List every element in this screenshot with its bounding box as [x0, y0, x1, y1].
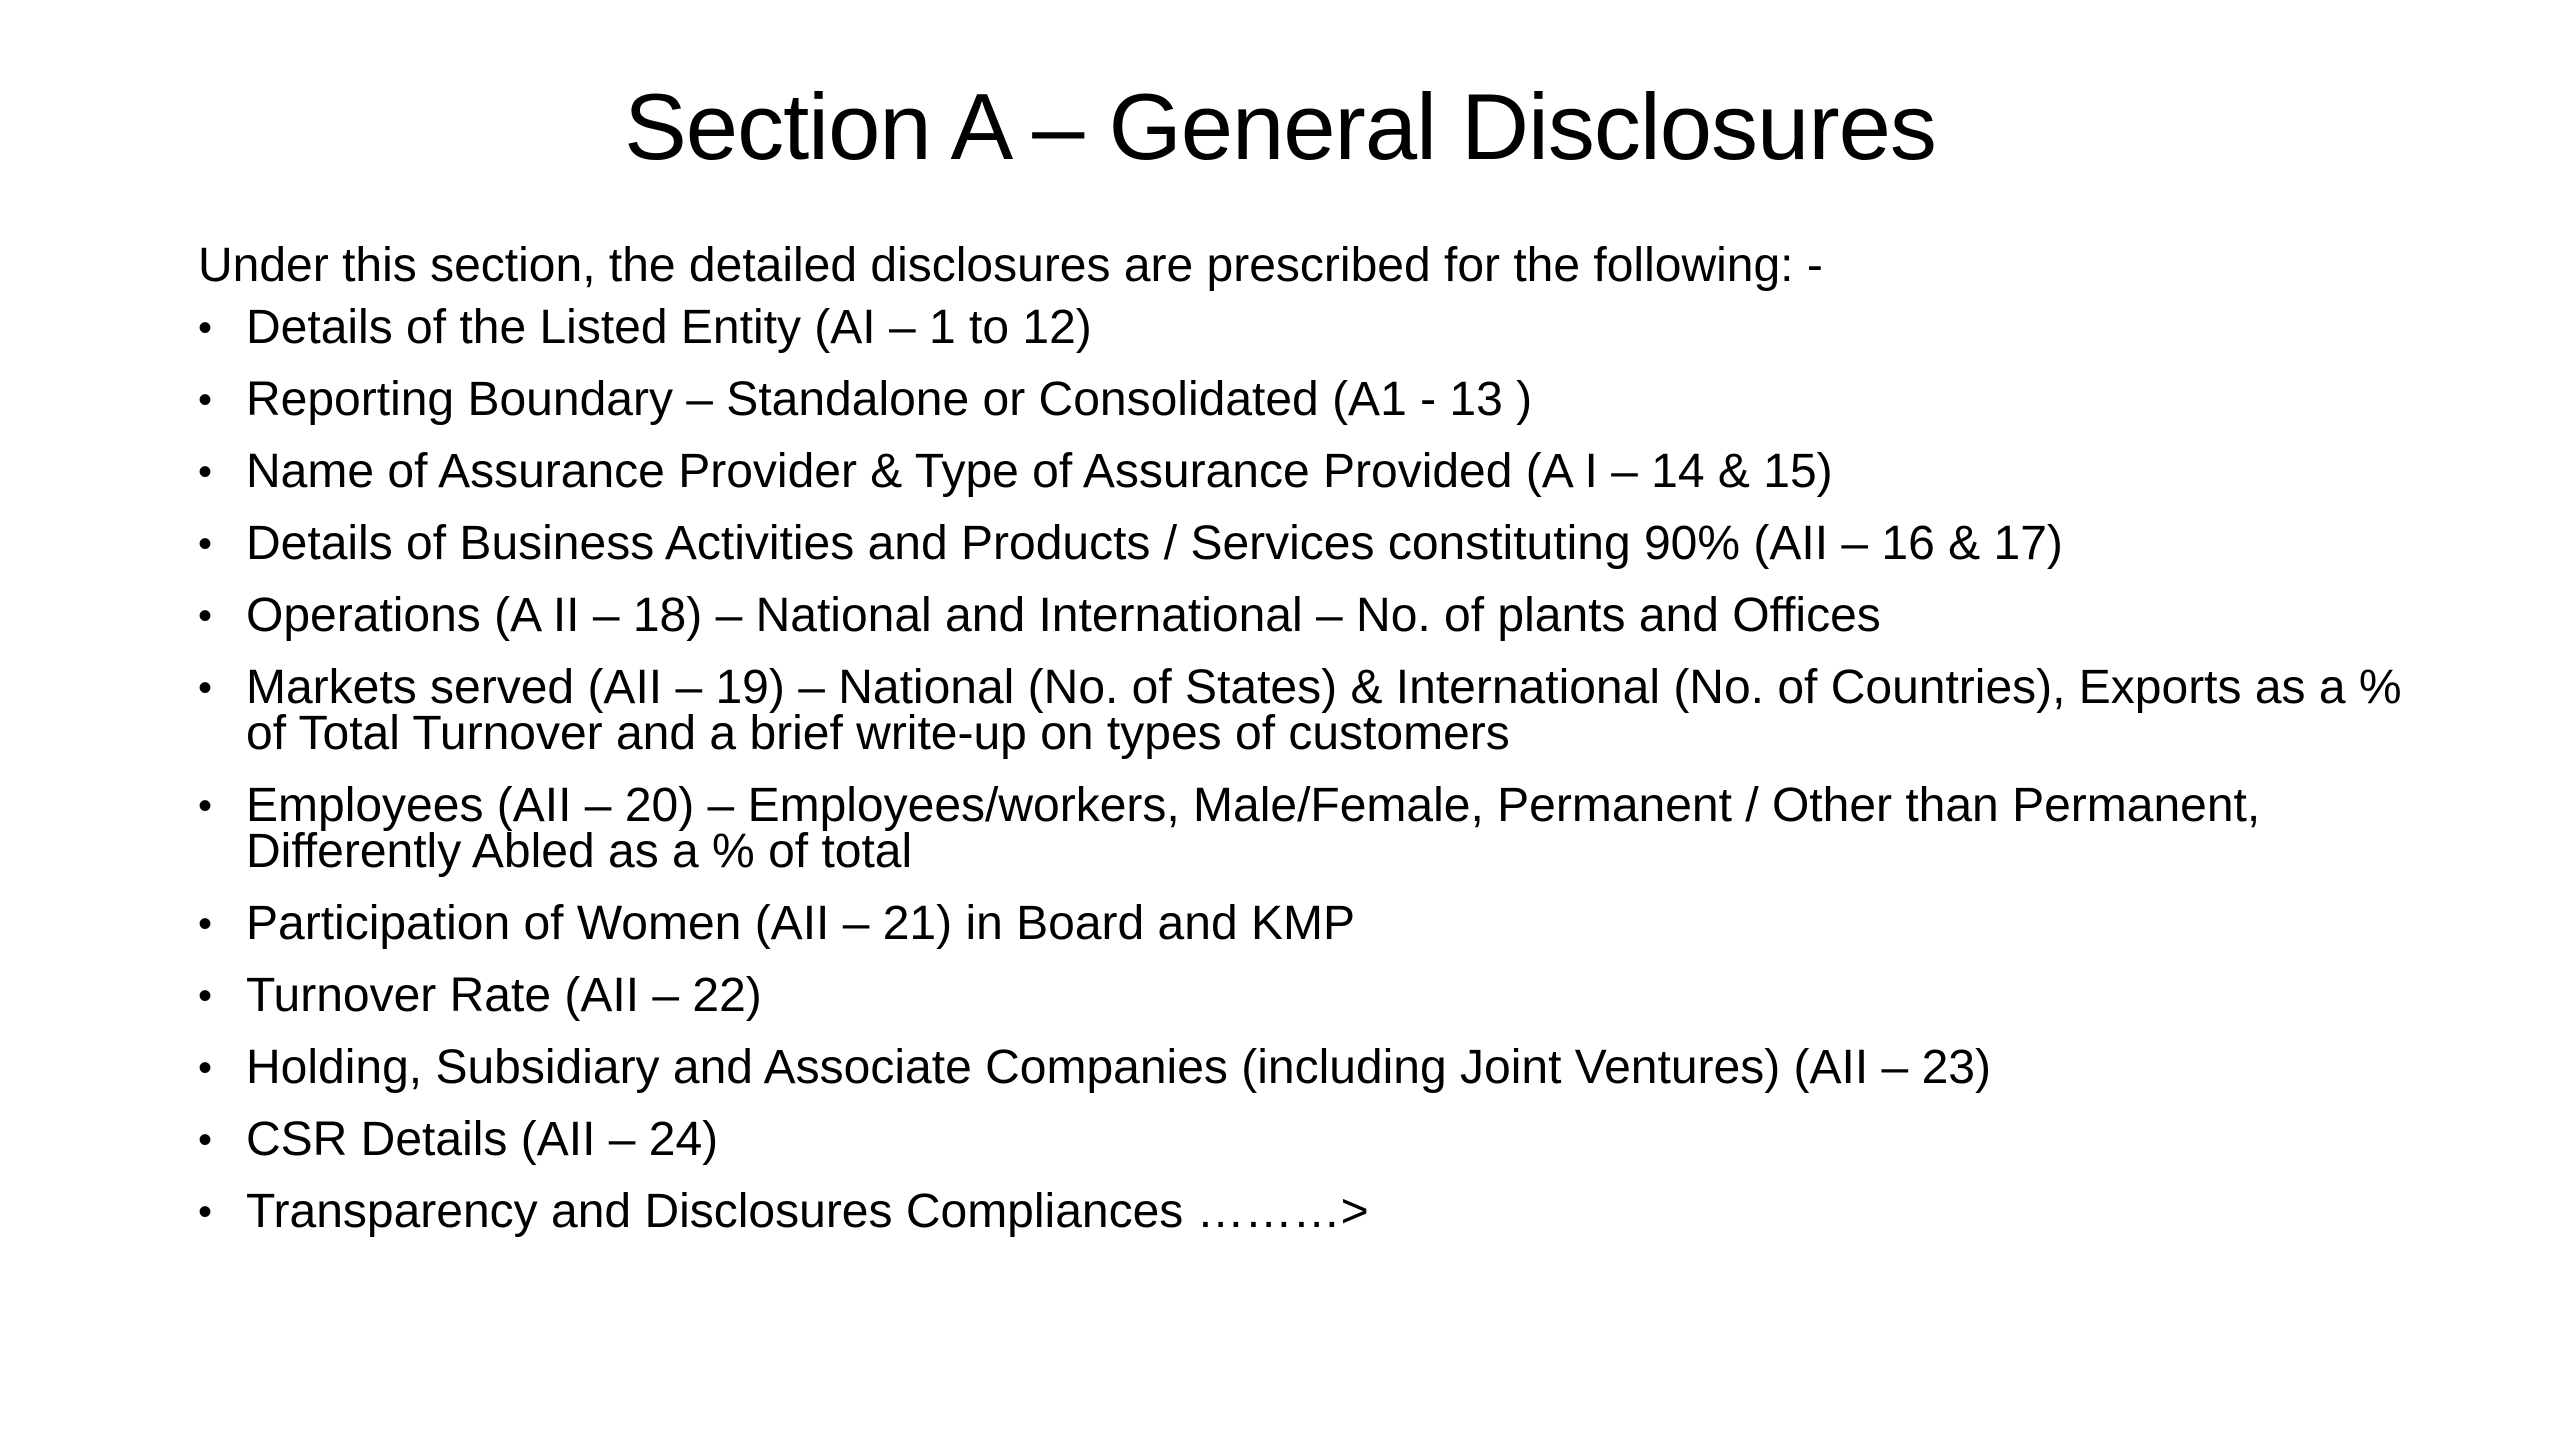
bullet-icon: •	[198, 450, 213, 494]
intro-text: Under this section, the detailed disclosures are prescribed for the following: -	[198, 239, 1823, 292]
bullet-icon: •	[198, 522, 213, 566]
bullet-text: Name of Assurance Provider & Type of Assurance Provided (A I – 14 & 15)	[246, 445, 1833, 498]
bullet-icon: •	[198, 1118, 213, 1162]
bullet-item	[198, 589, 2438, 642]
bullet-icon: •	[198, 666, 213, 710]
bullet-icon: •	[198, 974, 213, 1018]
slide-title: Section A – General Disclosures	[624, 74, 1936, 179]
bullet-item	[198, 301, 2438, 354]
bullet-text: Turnover Rate (AII – 22)	[246, 969, 762, 1022]
bullet-text: CSR Details (AII – 24)	[246, 1113, 719, 1166]
bullet-item	[198, 661, 2438, 760]
bullet-icon: •	[198, 1190, 213, 1234]
bullet-item	[198, 969, 2438, 1022]
bullet-item	[198, 1185, 2438, 1238]
bullet-item	[198, 779, 2438, 878]
bullet-text: Details of the Listed Entity (AI – 1 to 12)	[246, 301, 1092, 354]
bullet-text: Details of Business Activities and Products / Services constituting 90% (AII – 16 & 17)	[246, 517, 2063, 570]
bullet-text: Participation of Women (AII – 21) in Board and KMP	[246, 897, 1355, 950]
bullet-icon: •	[198, 378, 213, 422]
bullet-icon: •	[198, 306, 213, 350]
bullet-item	[198, 445, 2438, 498]
bullet-text: Holding, Subsidiary and Associate Companies (including Joint Ventures) (AII – 23)	[246, 1041, 1991, 1094]
bullet-item	[198, 373, 2438, 426]
bullet-item	[198, 1113, 2438, 1166]
bullet-text: Markets served (AII – 19) – National (No. of States) & International (No. of Countries), Exports as a % of Total Turnover and a brief write-up on types of customers	[246, 661, 2402, 760]
bullet-item	[198, 1041, 2438, 1094]
bullet-icon: •	[198, 1046, 213, 1090]
bullet-text: Transparency and Disclosures Compliances ………>	[246, 1185, 1369, 1238]
bullet-item	[198, 517, 2438, 570]
bullet-icon: •	[198, 784, 213, 828]
bullet-item	[198, 897, 2438, 950]
bullet-text: Employees (AII – 20) – Employees/workers, Male/Female, Permanent / Other than Permanent, Differently Abled as a % of total	[246, 779, 2261, 878]
bullet-icon: •	[198, 902, 213, 946]
bullet-text: Reporting Boundary – Standalone or Consolidated (A1 - 13 )	[246, 373, 1533, 426]
bullet-text: Operations (A II – 18) – National and International – No. of plants and Offices	[246, 589, 1881, 642]
bullet-list	[198, 301, 2438, 1261]
bullet-icon: •	[198, 594, 213, 638]
